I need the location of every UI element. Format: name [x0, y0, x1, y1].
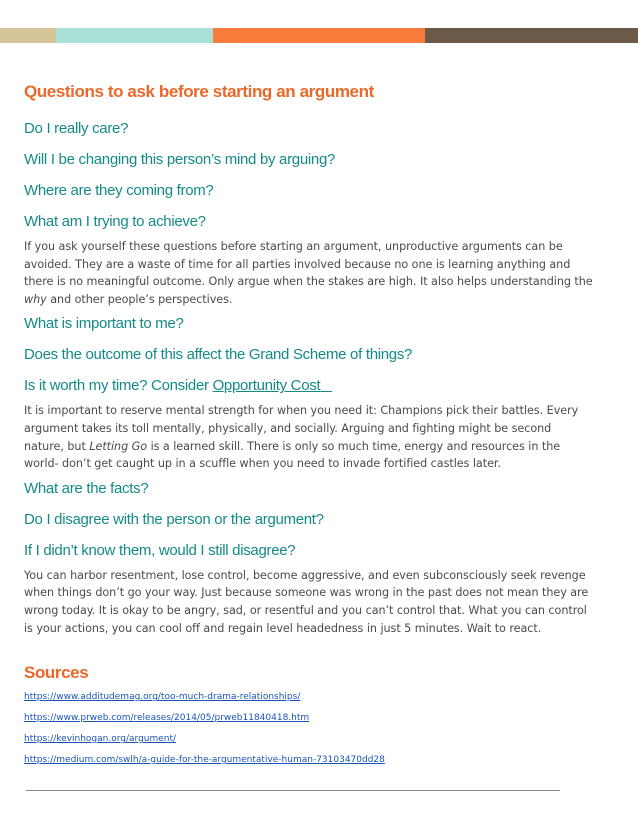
bar-tan	[0, 28, 56, 43]
question-4: What am I trying to achieve?	[24, 213, 206, 230]
footer-divider	[26, 790, 560, 791]
paragraph-1-text-a: If you ask yourself these questions before starting an argument, unproductive arguments can be avoided. They are a waste of time for all parties involved because no one is learning anything and there is no meaningful outcome. Only argue when the stakes are high. It also helps understanding the	[24, 240, 593, 289]
paragraph-1-text-b: and other people’s perspectives.	[46, 292, 233, 306]
question-7-text: Is it worth my time? Consider	[24, 377, 213, 395]
question-2: Will I be changing this person’s mind by arguing?	[24, 151, 336, 168]
source-link-1[interactable]: https://www.additudemag.org/too-much-drama-relationships/	[24, 692, 301, 703]
paragraph-2-text-a: It is important to reserve mental strength for when you need it: Champions pick their battles. Every argument takes its toll mentally, physically, and socially. Arguing and fighting might be second nature, but	[24, 404, 579, 453]
paragraph-2	[24, 402, 594, 472]
opportunity-cost-link[interactable]: Opportunity Cost	[212, 377, 321, 395]
question-9: Do I disagree with the person or the argument?	[24, 510, 324, 528]
bar-brown	[425, 28, 638, 43]
sources-heading: Sources	[24, 663, 89, 683]
page-title: Questions to ask before starting an argument	[24, 82, 374, 101]
question-1: Do I really care?	[24, 120, 129, 137]
document-body	[24, 82, 594, 767]
paragraph-2-text-b: is a learned skill. There is only so much time, energy and resources in the world- don’t get caught up in a scuffle when you need to invade fortified castles later.	[24, 439, 561, 471]
source-link-3[interactable]: https://kevinhogan.org/argument/	[24, 734, 177, 745]
question-10: If I didn’t know them, would I still disagree?	[24, 541, 296, 559]
paragraph-1-emphasis: why	[24, 292, 47, 306]
bar-mint	[56, 28, 213, 43]
question-3: Where are they coming from?	[24, 182, 214, 199]
question-6: Does the outcome of this affect the Grand Scheme of things?	[24, 346, 413, 364]
question-5: What is important to me?	[24, 315, 184, 333]
header-color-bars	[0, 28, 638, 43]
paragraph-3: You can harbor resentment, lose control, become aggressive, and even subconsciously seek revenge when things don’t go your way. Just because someone was wrong in the past does not mean they are wrong today. It is okay to be angry, sad, or resentful and you can’t control that. What you can control is your actions, you can cool off and regain level headedness in just 5 minutes. Wait to react.	[24, 568, 589, 635]
paragraph-1	[24, 238, 594, 308]
source-link-4[interactable]: https://medium.com/swlh/a-guide-for-the-argumentative-human-73103470dd28	[24, 755, 385, 766]
question-7	[24, 376, 594, 395]
source-link-2[interactable]: https://www.prweb.com/releases/2014/05/prweb11840418.htm	[24, 713, 310, 724]
bar-orange	[213, 28, 425, 43]
paragraph-2-emphasis: Letting Go	[89, 439, 148, 453]
question-8: What are the facts?	[24, 479, 149, 497]
